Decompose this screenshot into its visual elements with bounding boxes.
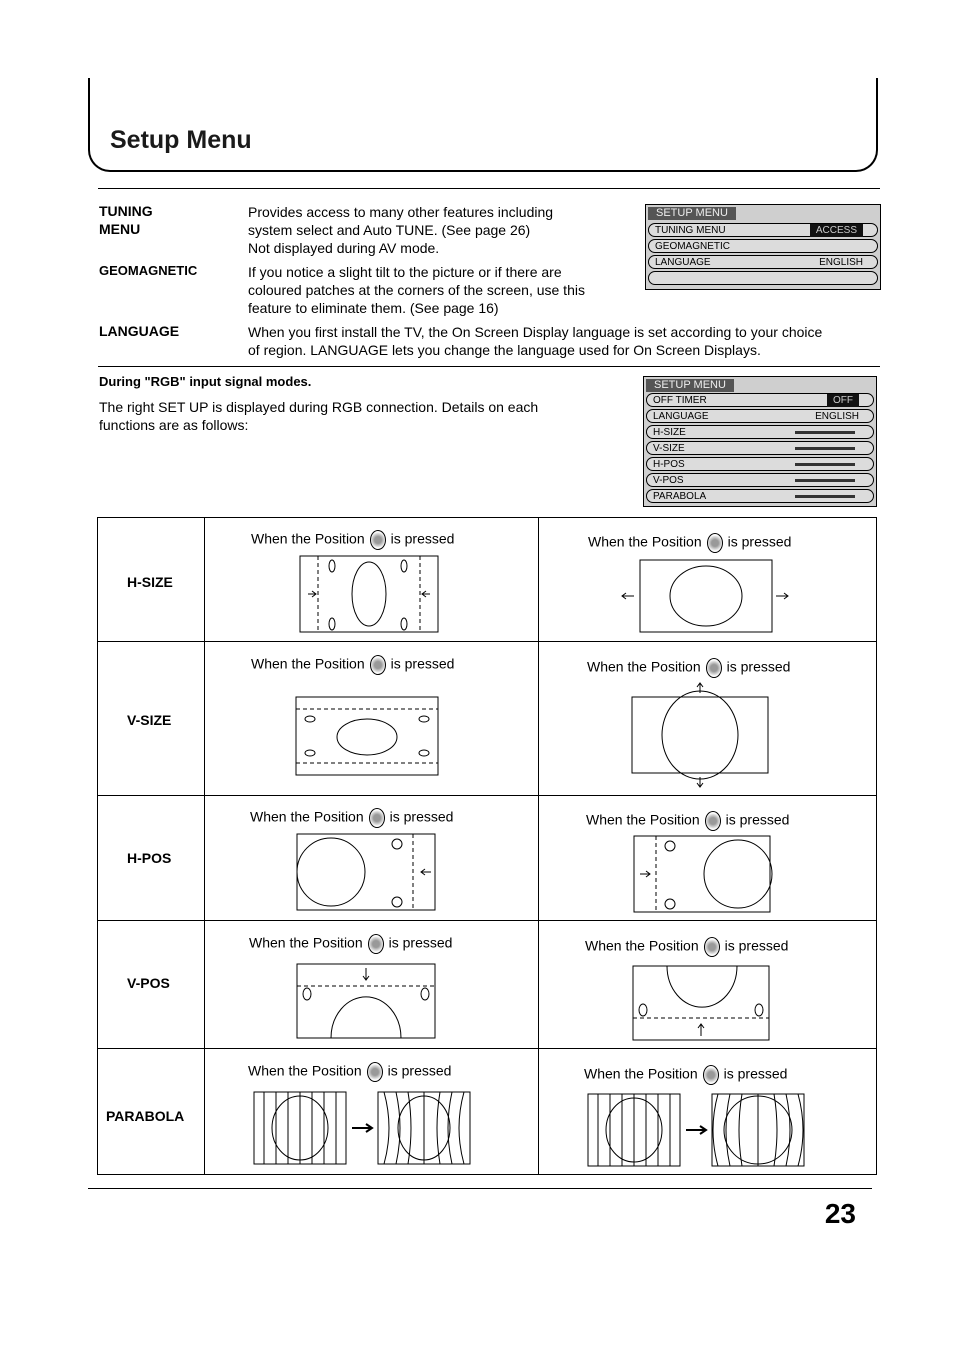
caption-after: is pressed (390, 530, 455, 547)
caption-v-size-plus (587, 658, 790, 678)
row-label-v-pos: V-POS (127, 975, 170, 991)
tuning-line-2: system select and Auto TUNE. (See page 26) (248, 222, 531, 238)
geomagnetic-line-3: feature to eliminate them. (See page 16) (248, 300, 499, 316)
caption-v-pos-plus (585, 937, 788, 957)
osd2-row-label: V-SIZE (653, 443, 685, 454)
caption-before: When the Position (250, 808, 364, 825)
osd2-level-bar (795, 431, 855, 434)
caption-after: is pressed (723, 1065, 788, 1082)
caption-h-size-plus (588, 533, 791, 553)
caption-v-pos-minus (249, 934, 452, 954)
position-minus-knob-icon (370, 530, 386, 550)
v-size-plus-diagram (632, 683, 772, 789)
v-size-minus-diagram (296, 697, 440, 777)
osd2-level-bar (795, 479, 855, 482)
caption-h-pos-plus (586, 811, 789, 831)
row-label-h-pos: H-POS (127, 850, 172, 866)
osd2-row-v-pos (646, 473, 874, 487)
position-plus-knob-icon (707, 533, 723, 553)
osd2-row-label: H-POS (653, 459, 685, 470)
osd2-row-parabola (646, 489, 874, 503)
osd2-row-v-size (646, 441, 874, 455)
rgb-heading: During "RGB" input signal modes. (99, 374, 312, 389)
caption-before: When the Position (584, 1065, 698, 1082)
table-row-divider (97, 1048, 877, 1049)
position-plus-knob-icon (705, 811, 721, 831)
caption-h-pos-minus (250, 808, 453, 828)
tuning-text (248, 203, 553, 257)
language-label: LANGUAGE (99, 323, 180, 339)
rgb-line-2: functions are as follows: (99, 417, 249, 433)
row-label-v-size: V-SIZE (127, 712, 172, 728)
caption-before: When the Position (588, 533, 702, 550)
osd1-row-value: ENGLISH (819, 257, 863, 268)
language-text (248, 323, 822, 359)
table-row-divider (97, 641, 877, 642)
caption-before: When the Position (251, 655, 365, 672)
tuning-label-2: MENU (99, 221, 141, 237)
osd1-row-tuning (648, 223, 878, 237)
section-rule (98, 366, 880, 367)
table-col-divider-1 (204, 517, 205, 1175)
tuning-line-3: Not displayed during AV mode. (248, 240, 440, 256)
osd1-header: SETUP MENU (648, 207, 736, 220)
table-row-divider (97, 920, 877, 921)
geomagnetic-label: GEOMAGNETIC (99, 263, 198, 278)
header-rule (98, 188, 880, 189)
caption-after: is pressed (388, 934, 453, 951)
osd1-row-label: GEOMAGNETIC (655, 241, 731, 252)
position-plus-knob-icon (706, 658, 722, 678)
h-size-plus-diagram (620, 558, 790, 636)
geomagnetic-text (248, 263, 585, 317)
osd1-row-geomagnetic (648, 239, 878, 253)
caption-before: When the Position (249, 934, 363, 951)
page-number: 23 (824, 1198, 856, 1229)
position-minus-knob-icon (370, 655, 386, 675)
caption-before: When the Position (587, 658, 701, 675)
osd2-row-label: H-SIZE (653, 427, 686, 438)
h-size-minus-diagram (300, 556, 440, 634)
position-minus-knob-icon (368, 934, 384, 954)
osd2-header: SETUP MENU (646, 379, 734, 392)
parabola-plus-diagram (588, 1094, 808, 1168)
parabola-minus-diagram (254, 1092, 474, 1166)
v-pos-plus-diagram (633, 966, 771, 1042)
osd2-level-bar (795, 463, 855, 466)
rgb-text (99, 398, 538, 434)
setup-menu-osd-2 (643, 376, 877, 507)
tuning-label-1: TUNING (99, 203, 153, 219)
osd1-row-label: TUNING MENU (655, 225, 726, 236)
h-pos-minus-diagram (297, 834, 437, 912)
language-line-2: of region. LANGUAGE lets you change the language used for On Screen Displays. (248, 342, 761, 358)
caption-before: When the Position (248, 1062, 362, 1079)
osd2-level-bar (795, 495, 855, 498)
osd2-row-label: OFF TIMER (653, 395, 707, 406)
tuning-line-1: Provides access to many other features including (248, 204, 554, 220)
language-line-1: When you first install the TV, the On Screen Display language is set according to your choice (248, 324, 823, 340)
osd2-row-label: LANGUAGE (653, 411, 709, 422)
osd2-row-h-size (646, 425, 874, 439)
osd2-row-h-pos (646, 457, 874, 471)
position-minus-knob-icon (369, 808, 385, 828)
osd2-row-off-timer (646, 393, 874, 407)
caption-h-size-minus (251, 530, 454, 550)
rgb-line-1: The right SET UP is displayed during RGB connection. Details on each (99, 399, 539, 415)
table-row-divider (97, 795, 877, 796)
caption-after: is pressed (725, 811, 790, 828)
osd2-row-label: PARABOLA (653, 491, 707, 502)
osd1-row-label: LANGUAGE (655, 257, 711, 268)
osd1-row-value: ACCESS (810, 224, 863, 237)
osd2-level-bar (795, 447, 855, 450)
osd1-row-empty (648, 271, 878, 285)
v-pos-minus-diagram (297, 964, 437, 1040)
title-frame (88, 78, 878, 172)
osd2-row-value: OFF (827, 394, 859, 407)
setup-menu-osd-1 (645, 204, 881, 290)
geomagnetic-line-2: coloured patches at the corners of the screen, use this (248, 282, 585, 298)
caption-after: is pressed (390, 655, 455, 672)
page-title: Setup Menu (110, 126, 252, 154)
geomagnetic-line-1: If you notice a slight tilt to the picture or if there are (248, 264, 562, 280)
caption-before: When the Position (251, 530, 365, 547)
position-plus-knob-icon (703, 1065, 719, 1085)
caption-after: is pressed (726, 658, 791, 675)
osd2-row-label: V-POS (653, 475, 684, 486)
position-minus-knob-icon (367, 1062, 383, 1082)
osd2-row-value: ENGLISH (815, 411, 859, 422)
caption-before: When the Position (586, 811, 700, 828)
caption-before: When the Position (585, 937, 699, 954)
caption-after: is pressed (387, 1062, 452, 1079)
caption-after: is pressed (727, 533, 792, 550)
caption-parabola-plus (584, 1065, 787, 1085)
caption-after: is pressed (389, 808, 454, 825)
table-col-divider-2 (538, 517, 539, 1175)
caption-after: is pressed (724, 937, 789, 954)
caption-v-size-minus (251, 655, 454, 675)
position-plus-knob-icon (704, 937, 720, 957)
footer-rule (88, 1188, 872, 1189)
osd2-row-language (646, 409, 874, 423)
osd1-row-language (648, 255, 878, 269)
row-label-h-size: H-SIZE (127, 574, 173, 590)
h-pos-plus-diagram (634, 836, 772, 914)
caption-parabola-minus (248, 1062, 451, 1082)
row-label-parabola: PARABOLA (106, 1108, 185, 1124)
